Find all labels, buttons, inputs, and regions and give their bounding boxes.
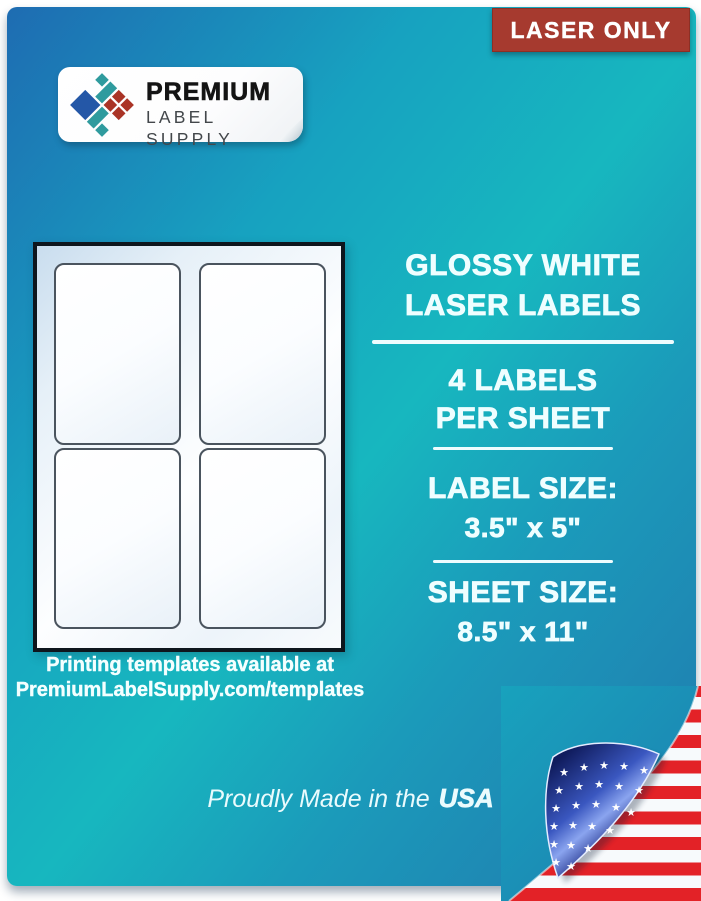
title-line1: GLOSSY WHITE [405,249,641,282]
labels-per-sheet-text [372,362,674,438]
label-sheet [33,242,345,652]
title-line2: LASER LABELS [404,289,641,322]
label-cell [54,448,181,630]
divider [372,340,674,344]
sheet-size-value: 8.5" x 11" [457,616,589,647]
svg-text:★: ★ [554,784,564,797]
divider [433,560,613,563]
divider [433,447,613,450]
label-cell [199,448,326,630]
sheet-size-text [372,573,674,651]
count-line1: 4 LABELS [448,364,598,397]
made-in-usa-bold: USA [438,783,494,813]
svg-text:★: ★ [566,860,576,873]
count-line2: PER SHEET [435,402,611,435]
label-cell [54,263,181,445]
made-in-prefix: Proudly Made in the [207,785,430,813]
laser-only-label: LASER ONLY [510,16,672,43]
templates-caption-line2: PremiumLabelSupply.com/templates [15,678,365,701]
svg-text:★: ★ [549,838,559,851]
product-title [372,246,674,326]
templates-caption [8,653,372,702]
svg-text:★: ★ [568,819,578,832]
svg-text:★: ★ [634,784,644,797]
svg-text:★: ★ [639,764,649,777]
svg-text:★: ★ [599,759,609,772]
svg-text:★: ★ [605,824,615,837]
brand-logo-icon [70,72,134,138]
label-cell [199,263,326,445]
svg-text:★: ★ [566,839,576,852]
svg-text:★: ★ [591,798,601,811]
label-size-text [372,469,674,547]
svg-text:★: ★ [551,856,561,869]
svg-text:★: ★ [583,842,593,855]
svg-text:★: ★ [571,799,581,812]
brand-name: PREMIUM [146,78,272,106]
svg-text:★: ★ [587,820,597,833]
label-size-value: 3.5" x 5" [464,512,582,543]
svg-text:★: ★ [626,806,636,819]
svg-text:★: ★ [594,778,604,791]
svg-text:★: ★ [619,760,629,773]
label-size-heading: LABEL SIZE: [428,472,618,505]
us-flag-corner-icon [501,686,701,901]
svg-text:★: ★ [549,820,559,833]
svg-text:★: ★ [559,766,569,779]
laser-only-badge [492,8,690,52]
svg-text:★: ★ [579,761,589,774]
svg-text:★: ★ [574,780,584,793]
brand-text [146,78,296,150]
svg-text:★: ★ [614,780,624,793]
svg-text:★: ★ [611,801,621,814]
svg-text:★: ★ [551,802,561,815]
templates-caption-line1: Printing templates available at [46,654,334,676]
brand-subtitle: LABEL SUPPLY [146,107,233,149]
brand-sticker [58,67,303,149]
sheet-size-heading: SHEET SIZE: [427,576,619,609]
